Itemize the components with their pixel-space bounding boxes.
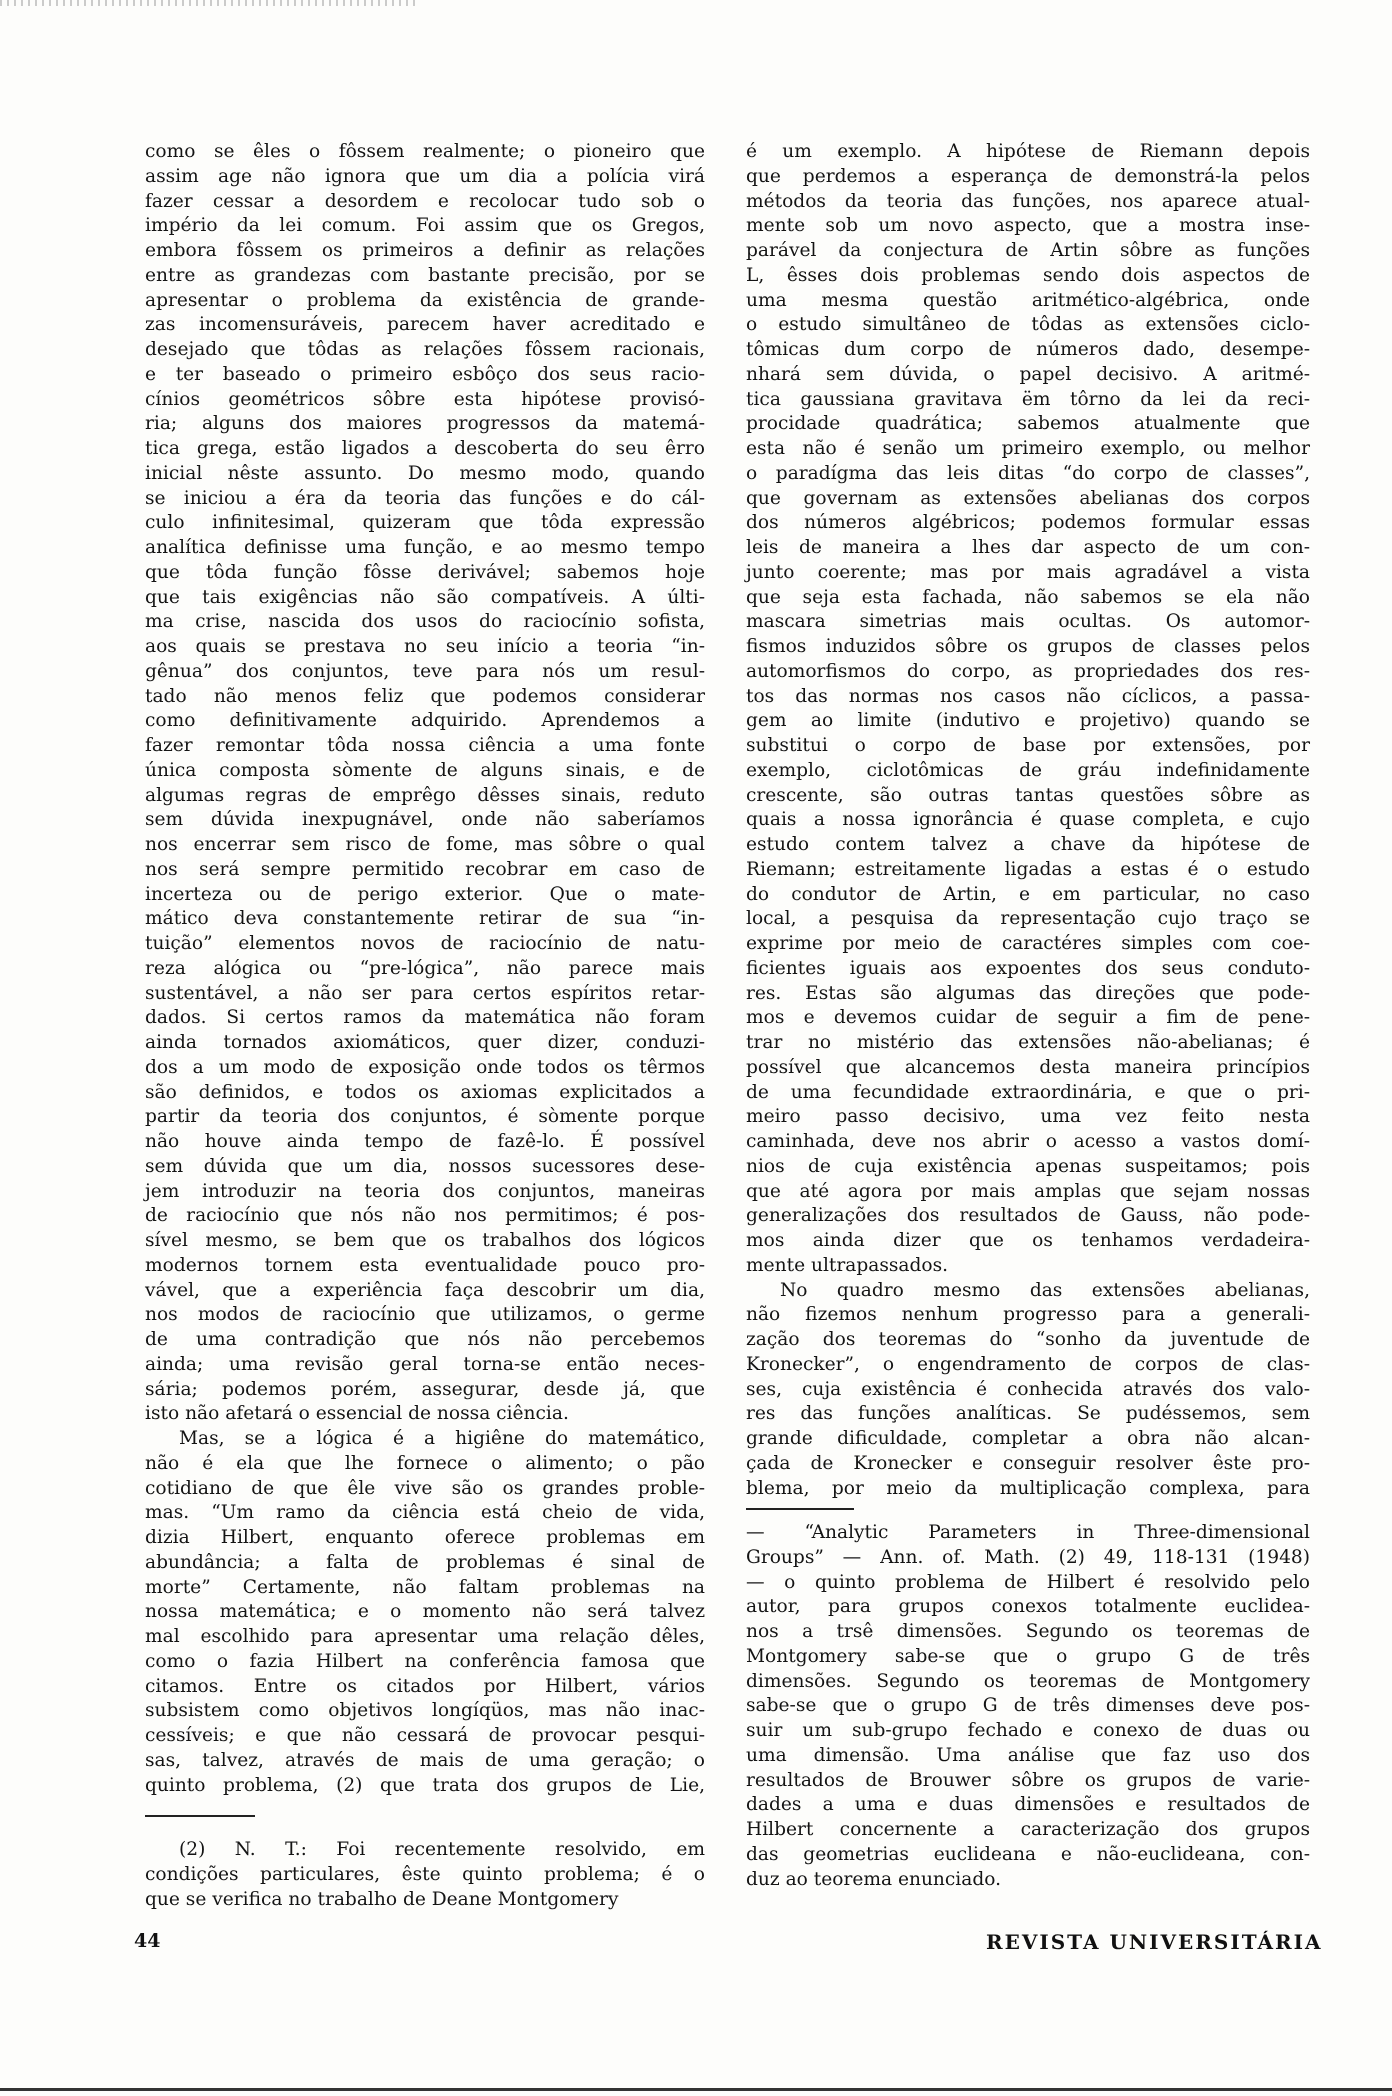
text-line: quinto problema, (2) que trata dos grupos de Lie, [145, 1774, 705, 1796]
page-number: 44 [134, 1930, 161, 1952]
text-line: ainda tornados axiomáticos, quer dizer, conduzi- [145, 1032, 705, 1053]
text-line: e ter baseado o primeiro esbôço dos seus racio- [145, 363, 705, 385]
text-line: nios de cuja existência apenas suspeitamos; pois [746, 1155, 1310, 1177]
text-line: tica gaussiana gravitava ëm tôrno da lei da reci- [746, 388, 1310, 410]
text-line: mal escolhido para apresentar uma relação dêles, [145, 1626, 705, 1647]
text-line: zas incomensuráveis, parecem haver acreditado e [145, 314, 705, 336]
text-line: se iniciou a éra da teoria das funções e do cál- [145, 487, 705, 509]
text-line: trar no mistério das extensões não-abelianas; é [746, 1032, 1310, 1053]
text-line: caminhada, deve nos abrir o acesso a vastos domí- [746, 1131, 1310, 1152]
text-line: fazer cessar a desordem e recolocar tudo sob o [145, 190, 705, 212]
text-line: exemplo, ciclotômicas de gráu indefinidamente [746, 759, 1310, 781]
text-line: sustentável, a não ser para certos espíritos retar- [145, 982, 705, 1004]
footnote-line: uma dimensão. Uma análise que faz uso dos [746, 1744, 1310, 1766]
text-line: gem ao limite (indutivo e projetivo) quando se [746, 710, 1310, 732]
text-line: aos quais se prestava no seu início a teoria “in- [145, 636, 705, 657]
text-line: reza alógica ou “pre-lógica”, não parece mais [145, 957, 705, 979]
text-line: isto não afetará o essencial de nossa ciência. [145, 1403, 569, 1425]
text-line: nhará sem dúvida, o papel decisivo. A aritmé- [746, 363, 1310, 385]
footnote-line: autor, para grupos conexos totalmente euclidea- [746, 1596, 1310, 1618]
text-line: tuição” elementos novos de raciocínio de natu- [145, 933, 705, 954]
text-line: de uma contradição que nós não percebemos [145, 1329, 705, 1350]
footnote-line: — “Analytic Parameters in Three-dimensional [746, 1522, 1310, 1543]
text-line: de raciocínio que nós não nos permitimos; é pos- [145, 1205, 705, 1227]
text-line: culo infinitesimal, quizeram que tôda expressão [145, 512, 705, 534]
text-line: tica grega, estão ligados a descoberta do seu êrro [145, 438, 705, 459]
text-line: jem introduzir na teoria dos conjuntos, maneiras [145, 1180, 705, 1202]
text-line: parável da conjectura de Artin sôbre as funções [746, 240, 1310, 261]
text-line: dizia Hilbert, enquanto oferece problemas em [145, 1527, 705, 1548]
left-footnote-divider [145, 1815, 255, 1817]
footnote-line: nos a trsê dimensões. Segundo os teoremas de [746, 1621, 1310, 1642]
text-line: blema, por meio da multiplicação complexa, para [746, 1477, 1310, 1499]
text-line: sária; podemos porém, assegurar, desde já, que [145, 1378, 705, 1400]
text-line: mos ainda dizer que os tenhamos verdadeira- [746, 1230, 1310, 1251]
text-line: res das funções analíticas. Se pudéssemos, sem [746, 1403, 1310, 1425]
text-line: métodos da teoria das funções, nos aparece atual- [746, 190, 1310, 212]
text-line: inicial nêste assunto. Do mesmo modo, quando [145, 462, 705, 484]
text-line: entre as grandezas com bastante precisão, por se [145, 264, 705, 286]
text-line: que até agora por mais amplas que sejam nossas [746, 1180, 1310, 1202]
text-line: é um exemplo. A hipótese de Riemann depois [746, 141, 1310, 162]
text-line: L, êsses dois problemas sendo dois aspectos de [746, 264, 1310, 286]
text-line: Mas, se a lógica é a higiêne do matemático, [179, 1428, 705, 1449]
footnote-line: suir um sub-grupo fechado e conexo de duas ou [746, 1720, 1310, 1741]
text-line: citamos. Entre os citados por Hilbert, vários [145, 1675, 705, 1697]
text-line: desejado que tôdas as relações fôssem racionais, [145, 339, 705, 360]
text-line: subsistem como objetivos longíqüos, mas não inac- [145, 1700, 705, 1722]
text-line: mos e devemos cuidar de seguir a fim de pene- [746, 1007, 1310, 1029]
footnote-line: sabe-se que o grupo G de três dimenses deve pos- [746, 1695, 1310, 1717]
text-line: que seja esta fachada, não sabemos se ela não [746, 586, 1310, 608]
text-line: única composta sòmente de alguns sinais, e de [145, 759, 705, 781]
text-line: ria; alguns dos maiores progressos da matemá- [145, 413, 705, 435]
footnote-line: Hilbert concernente a caracterização dos grupos [746, 1819, 1310, 1840]
text-line: cessíveis; e que não cessará de provocar pesqui- [145, 1725, 705, 1746]
footnote-line: — o quinto problema de Hilbert é resolvido pelo [746, 1571, 1310, 1593]
text-line: sas, talvez, através de mais de uma geração; o [145, 1749, 705, 1771]
text-line: tos das normas nos casos não cíclicos, a passa- [746, 685, 1310, 707]
footnote-line: Montgomery sabe-se que o grupo G de três [746, 1645, 1310, 1667]
text-line: incerteza ou de perigo exterior. Que o mate- [145, 883, 705, 905]
scan-noise [0, 0, 420, 6]
text-line: vável, que a experiência faça descobrir um dia, [145, 1279, 705, 1301]
text-line: assim age não ignora que um dia a polícia virá [145, 165, 705, 187]
text-line: cotidiano de que êle vive são os grandes proble- [145, 1477, 705, 1499]
footnote-line: (2) N. T.: Foi recentemente resolvido, em [179, 1839, 705, 1860]
text-line: No quadro mesmo das extensões abelianas, [780, 1279, 1310, 1301]
text-line: que tôda função fôsse derivável; sabemos hoje [145, 561, 705, 583]
text-line: junto coerente; mas por mais agradável a vista [746, 561, 1310, 583]
text-line: como se êles o fôssem realmente; o pioneiro que [145, 141, 705, 162]
text-line: esta não é senão um primeiro exemplo, ou melhor [746, 438, 1310, 459]
text-line: uma mesma questão aritmético-algébrica, onde [746, 289, 1310, 311]
text-line: grande dificuldade, completar a obra não alcan- [746, 1428, 1310, 1449]
text-line: estudo contem talvez a chave da hipótese de [746, 834, 1310, 855]
text-line: morte” Certamente, não faltam problemas na [145, 1576, 705, 1598]
text-line: que tais exigências não são compatíveis. A últi- [145, 586, 705, 608]
footnote-line: dimensões. Segundo os teoremas de Montgomery [746, 1670, 1310, 1692]
text-line: de uma fecundidade extraordinária, e que o pri- [746, 1081, 1310, 1103]
text-line: sem dúvida que um dia, nossos sucessores dese- [145, 1155, 705, 1177]
text-line: fismos induzidos sôbre os grupos de classes pelos [746, 636, 1310, 657]
text-line: mas. “Um ramo da ciência está cheio de vida, [145, 1502, 705, 1524]
text-line: gênua” dos conjuntos, teve para nós um resul- [145, 660, 705, 682]
text-line: ses, cuja existência é conhecida através dos valo- [746, 1378, 1310, 1400]
text-line: fazer remontar tôda nossa ciência a uma fonte [145, 735, 705, 756]
text-line: são definidos, e todos os axiomas explicitados a [145, 1081, 705, 1103]
footnote-line: duz ao teorema enunciado. [746, 1868, 1002, 1890]
text-line: Kronecker”, o engendramento de corpos de clas- [746, 1353, 1310, 1375]
right-footnote-divider [746, 1508, 854, 1510]
text-line: quais a nossa ignorância é quase completa, e cujo [746, 809, 1310, 831]
text-line: partir da teoria dos conjuntos, é sòmente porque [145, 1106, 705, 1128]
text-line: como o fazia Hilbert na conferência famosa que [145, 1650, 705, 1672]
text-line: mascara simetrias mais ocultas. Os automor- [746, 611, 1310, 633]
text-line: local, a pesquisa da representação cujo traço se [746, 908, 1310, 930]
text-line: Riemann; estreitamente ligadas a estas é o estudo [746, 858, 1310, 880]
text-line: dos a um modo de exposição onde todos os têrmos [145, 1056, 705, 1078]
text-line: mente sob um novo aspecto, que a mostra inse- [746, 215, 1310, 237]
text-line: mente ultrapassados. [746, 1254, 949, 1276]
text-line: o paradígma das leis ditas “do corpo de classes”, [746, 462, 1310, 484]
footnote-line: que se verifica no trabalho de Deane Montgomery [145, 1888, 619, 1910]
text-line: generalizações dos resultados de Gauss, não pode- [746, 1205, 1310, 1227]
text-line: do condutor de Artin, e em particular, no caso [746, 883, 1310, 905]
running-title: REVISTA UNIVERSITÁRIA [986, 1930, 1323, 1954]
text-line: mático deva constantemente retirar de sua “in- [145, 908, 705, 930]
text-line: çada de Kronecker e conseguir resolver êste pro- [746, 1452, 1310, 1474]
footnote-line: dades a uma e duas dimensões e resultados de [746, 1794, 1310, 1816]
text-line: embora fôssem os primeiros a definir as relações [145, 240, 705, 261]
text-line: como definitivamente adquirido. Aprendemos a [145, 710, 705, 732]
text-line: substitui o corpo de base por extensões, por [746, 735, 1310, 756]
text-line: tômicas dum corpo de números dado, desempe- [746, 339, 1310, 360]
text-line: tado não menos feliz que podemos considerar [145, 685, 705, 707]
text-line: dados. Si certos ramos da matemática não foram [145, 1007, 705, 1029]
text-line: dos números algébricos; podemos formular essas [746, 512, 1310, 534]
text-line: algumas regras de emprêgo dêsses sinais, reduto [145, 784, 705, 806]
text-line: res. Estas são algumas das direções que pode- [746, 982, 1310, 1004]
text-line: não houve ainda tempo de fazê-lo. É possível [145, 1131, 705, 1152]
text-line: zação dos teoremas do “sonho da juventude de [746, 1329, 1310, 1350]
footnote-line: Groups” — Ann. of. Math. (2) 49, 118-131 (1948) [746, 1546, 1310, 1568]
footnote-line: das geometrias euclideana e não-euclideana, con- [746, 1843, 1310, 1865]
text-line: ficientes iguais aos expoentes dos seus conduto- [746, 957, 1310, 979]
text-line: crescente, são outras tantas questões sôbre as [746, 784, 1310, 806]
text-line: cínios geométricos sôbre esta hipótese provisó- [145, 388, 705, 410]
text-line: não fizemos nenhum progresso para a generali- [746, 1304, 1310, 1326]
text-line: possível que alcancemos desta maneira princípios [746, 1056, 1310, 1078]
text-line: não é ela que lhe fornece o alimento; o pão [145, 1452, 705, 1474]
text-line: o estudo simultâneo de tôdas as extensões ciclo- [746, 314, 1310, 336]
text-line: abundância; a falta de problemas é sinal de [145, 1551, 705, 1573]
text-line: nos encerrar sem risco de fome, mas sôbre o qual [145, 834, 705, 855]
text-line: ainda; uma revisão geral torna-se então neces- [145, 1353, 705, 1375]
text-line: modernos tornem esta eventualidade pouco pro- [145, 1254, 705, 1276]
text-line: que perdemos a esperança de demonstrá-la pelos [746, 165, 1310, 187]
text-line: sem dúvida inexpugnável, onde não saberíamos [145, 809, 705, 831]
text-line: que governam as extensões abelianas dos corpos [746, 487, 1310, 509]
footnote-line: resultados de Brouwer sôbre os grupos de varie- [746, 1769, 1310, 1791]
footnote-line: condições particulares, êste quinto problema; é o [145, 1863, 705, 1885]
text-line: nossa matemática; e o momento não será talvez [145, 1601, 705, 1623]
text-line: analítica definisse uma função, e ao mesmo tempo [145, 537, 705, 558]
text-line: meiro passo decisivo, uma vez feito nesta [746, 1106, 1310, 1128]
text-line: nos modos de raciocínio que utilizamos, o germe [145, 1304, 705, 1326]
text-line: império da lei comum. Foi assim que os Gregos, [145, 215, 705, 237]
text-line: apresentar o problema da existência de grande- [145, 289, 705, 311]
text-line: ma crise, nascida dos usos do raciocínio sofista, [145, 611, 705, 633]
text-line: nos será sempre permitido recobrar em caso de [145, 858, 705, 880]
text-line: procidade quadrática; sabemos atualmente que [746, 413, 1310, 435]
text-line: leis de maneira a lhes dar aspecto de um con- [746, 537, 1310, 558]
text-line: sível mesmo, se bem que os trabalhos dos lógicos [145, 1230, 705, 1251]
text-line: exprime por meio de caractéres simples com coe- [746, 933, 1310, 954]
scan-bottom-edge [0, 2088, 1392, 2091]
text-line: automorfismos do corpo, as propriedades dos res- [746, 660, 1310, 682]
